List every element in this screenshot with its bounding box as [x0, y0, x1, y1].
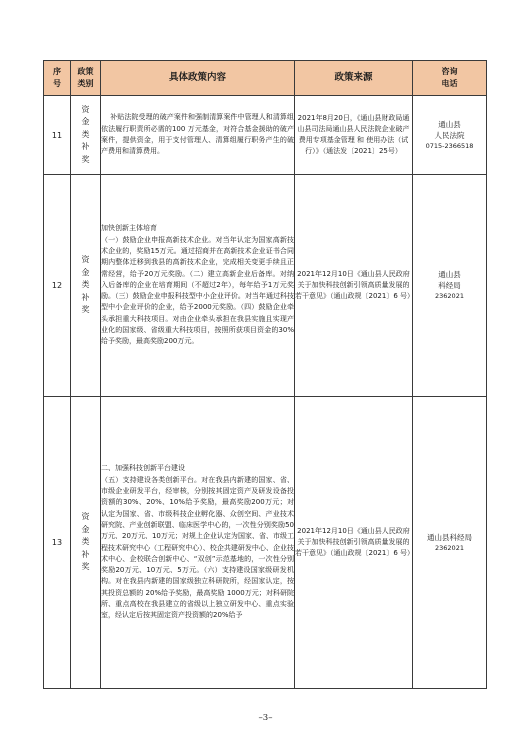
row-source: 2021年12月10日《通山县人民政府关于加快科技创新引领高质量发展的若干意见》（通山政规〔2021〕6 号） — [295, 175, 413, 397]
phone-line: 通山县 — [438, 270, 461, 279]
row-category-label: 资金类补奖 — [81, 255, 90, 315]
row-number: 11 — [44, 96, 71, 175]
table-row — [44, 96, 487, 175]
phone-line: 通山县 — [438, 119, 461, 129]
row-source: 2021年12月10日《通山县人民政府关于加快科技创新引领高质量发展的若干意见》（通山政规〔2021〕6 号） — [295, 397, 413, 689]
table-header-row — [44, 61, 487, 96]
header-phone — [413, 61, 487, 96]
row-phone — [413, 175, 487, 397]
header-phone-label: 咨询电话 — [441, 66, 458, 88]
header-content: 具体政策内容 — [101, 61, 295, 96]
phone-number: 2362021 — [435, 292, 464, 300]
row-category-label: 资金类补奖 — [81, 104, 90, 164]
row-category — [71, 175, 101, 397]
header-no — [44, 61, 71, 96]
phone-line: 科经局 — [438, 281, 461, 290]
row-category — [71, 397, 101, 689]
table-row — [44, 175, 487, 397]
header-no-label: 序号 — [53, 66, 61, 88]
row-content-text: 加快创新主体培育 （一）鼓励企业申报高新技术企业。对当年认定为国家高新技术企业的，奖励15万元。通过招商并在高新技术企业证书合同期内整体迁移到我县的高新技术企业，完成相关变更手续且正常经营，给予20万元奖励。（二）建立高新企业后备库。对纳入后备库的企业在培育期间（不超过2年），每年给予1万元奖励。（三）鼓励企业申报科技型中小企业评价。对当年通过科技型中小企业评价的企业，给予2000元奖励。（四）鼓励企业牵头承担重大科技项目。对由企业牵头承担在我县实施且实现产业化的国家级、省级重大科技项目，按照所获项目资金的30%给予奖励，最高奖励200万元。 — [101, 224, 294, 346]
row-phone — [413, 397, 487, 689]
row-category — [71, 96, 101, 175]
row-content-text: 补贴法院受理的破产案件和强制清算案件中管理人和清算组依法履行职责所必需的100 万元基金，对符合基金援助的破产案件，提供资金，用于支付管理人、清算组履行职务产生的破产费用和清算费用。 — [101, 113, 295, 156]
phone-line: 通山县科经局 — [427, 532, 472, 542]
row-content-text: 二、加强科技创新平台建设 （五）支持建设各类创新平台。对在我县内新建的国家、省、市级企业研发平台，经审核，分别按其固定资产及研发设备投资额的30%、20%、10%给予奖励，最高奖励200万元；对认定为国家、省、市级科技企业孵化器、众创空间、产业技术研究院、产业创新联盟、临床医学中心的，一次性分别奖励50万元、20万元、10万元；对规上企业认定为国家、省、市级工程技术研究中心（工程研究中心）、校企共建研发中心、企业技术中心、企校联合创新中心、“双创”示范基地的，一次性分别奖励20万元、10万元、5万元。（六）支持建设国家级研发机构。对在我县内新建的国家级独立科研院所，经国家认定，按其投资总额的 20%给予奖励，最高奖励 1000万元；对科研院所、重点高校在我县建立的省级以上独立研发中心、重点实验室，经认定后按其固定资产投资额的20%给予 — [101, 464, 294, 620]
header-source: 政策来源 — [295, 61, 413, 96]
page-number: –3– — [258, 713, 273, 723]
row-content — [101, 397, 295, 689]
table-row — [44, 397, 487, 689]
row-category-label: 资金类补奖 — [81, 512, 90, 572]
row-phone — [413, 96, 487, 175]
header-category-label: 政策类别 — [77, 66, 94, 88]
policy-table — [43, 60, 487, 689]
row-content — [101, 96, 295, 175]
row-content — [101, 175, 295, 397]
phone-number: 0715-2366518 — [425, 141, 474, 150]
phone-line: 人民法院 — [434, 130, 465, 140]
header-category — [71, 61, 101, 96]
row-number: 13 — [44, 397, 71, 689]
row-source: 2021年8月20日，《通山县财政局通山县司法局通山县人民法院企业破产费用专项基金管理 和 使用办法（试行）》（通法发〔2021〕25号） — [295, 96, 413, 175]
row-number: 12 — [44, 175, 71, 397]
phone-number: 2362021 — [435, 543, 464, 552]
